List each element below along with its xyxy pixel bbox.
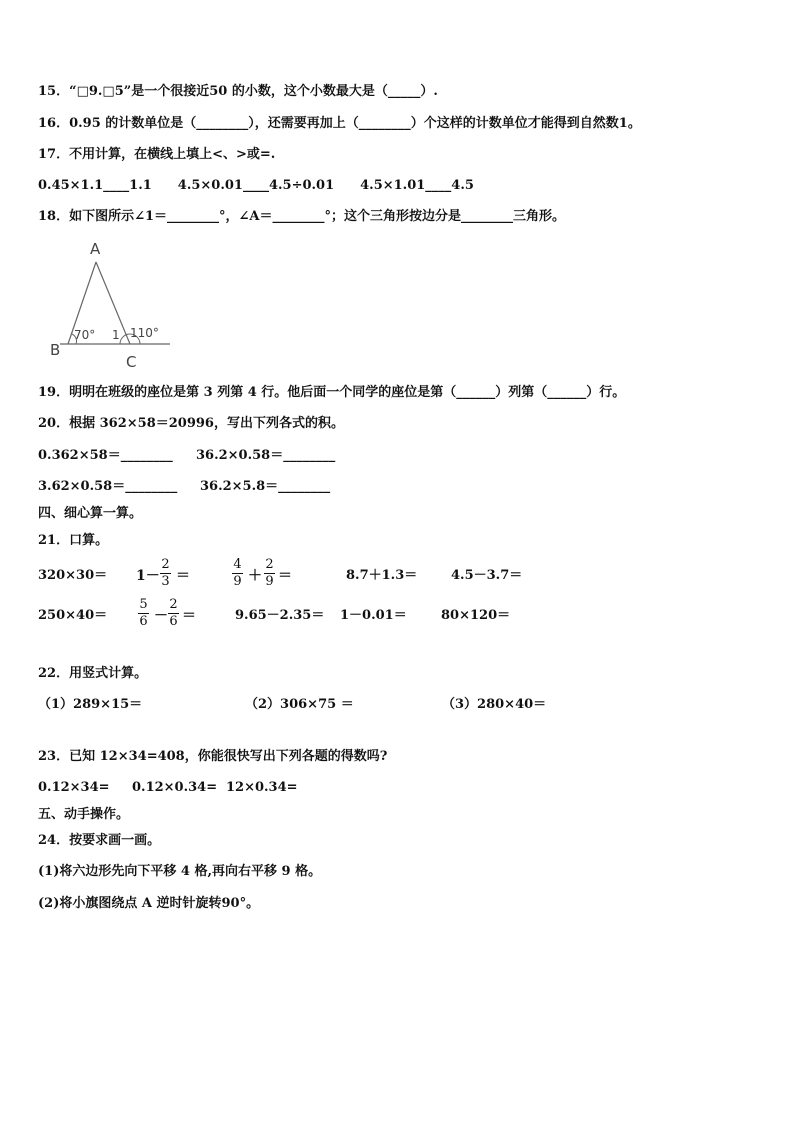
- question-17: 17．不用计算，在横线上填上<、>或=.: [38, 147, 276, 162]
- q21-r2-b-op: －: [154, 608, 168, 624]
- q23-item-1: 0.12×34=: [38, 780, 110, 795]
- denominator: 9: [233, 574, 242, 589]
- question-20: 20．根据 362×58＝20996，写出下列各式的积。: [38, 416, 344, 431]
- section-4-heading: 四、细心算一算。: [38, 506, 143, 521]
- label-angle-1: 1: [112, 328, 120, 342]
- question-23: 23．已知 12×34=408，你能很快写出下列各题的得数吗?: [38, 749, 388, 764]
- question-16: 16．0.95 的计数单位是（________），还需要再加上（________）个这样的计数单位才能得到自然数1。: [38, 116, 641, 131]
- label-c: C: [126, 353, 137, 371]
- q20-item-2: 36.2×0.58＝________: [196, 448, 336, 463]
- q20-item-4: 36.2×5.8＝________: [200, 479, 331, 494]
- q21-r1-c-fraction-1: [232, 558, 243, 589]
- denominator: 3: [161, 574, 170, 589]
- q22-item-1: （1）289×15＝: [38, 697, 143, 712]
- q24-instruction-2: (2)将小旗图绕点 A 逆时针旋转90°。: [38, 896, 260, 911]
- q20-item-3: 3.62×0.58＝________: [38, 479, 178, 494]
- numerator: 4: [233, 557, 242, 572]
- numerator: 2: [169, 597, 178, 612]
- q22-item-2: （2）306×75 ＝: [245, 697, 354, 712]
- q21-r2-e: 80×120＝: [441, 608, 511, 623]
- q21-r2-d: 1－0.01＝: [340, 608, 407, 623]
- question-18: 18．如下图所示∠1＝________°，∠A＝________°；这个三角形按边分是________三角形。: [38, 209, 566, 224]
- question-22: 22．用竖式计算。: [38, 666, 148, 681]
- section-5-heading: 五、动手操作。: [38, 807, 130, 822]
- numerator: 2: [265, 557, 274, 572]
- q21-r2-b-fraction-2: [168, 598, 179, 629]
- denominator: 6: [169, 614, 178, 629]
- q21-r1-e: 4.5－3.7＝: [451, 568, 523, 583]
- question-17-comparisons: 0.45×1.1____1.1 4.5×0.01____4.5÷0.01 4.5×1.01____4.5: [38, 178, 474, 193]
- q21-r2-a: 250×40＝: [38, 608, 108, 623]
- q21-r1-b-pre: 1－: [136, 568, 160, 584]
- q21-r2-b-fraction-1: [138, 598, 149, 629]
- numerator: 2: [161, 557, 170, 572]
- label-angle-b: 70°: [74, 328, 96, 342]
- q21-r1-a: 320×30＝: [38, 568, 108, 583]
- q21-r2-c: 9.65－2.35＝: [235, 608, 325, 623]
- q21-r1-c-op: ＋: [248, 568, 262, 584]
- q20-item-1: 0.362×58＝________: [38, 448, 173, 463]
- q21-r1-d: 8.7＋1.3＝: [346, 568, 418, 583]
- q21-r2-b-post: ＝: [182, 608, 196, 624]
- question-21: 21．口算。: [38, 533, 109, 548]
- q21-r1-c-fraction-2: [264, 558, 275, 589]
- question-24: 24．按要求画一画。: [38, 833, 161, 848]
- numerator: 5: [139, 597, 148, 612]
- q23-item-3: 12×0.34=: [226, 780, 298, 795]
- q21-r1-b-post: ＝: [176, 568, 190, 584]
- denominator: 6: [139, 614, 148, 629]
- q22-item-3: （3）280×40＝: [442, 697, 547, 712]
- triangle-figure: [46, 236, 176, 372]
- denominator: 9: [265, 574, 274, 589]
- q21-r1-b-fraction: [160, 558, 171, 589]
- label-b: B: [50, 341, 61, 359]
- question-19: 19．明明在班级的座位是第 3 列第 4 行。他后面一个同学的座位是第（______）列第（______）行。: [38, 385, 626, 400]
- q21-r1-c-post: ＝: [278, 568, 292, 584]
- q24-instruction-1: (1)将六边形先向下平移 4 格,再向右平移 9 格。: [38, 864, 322, 879]
- q23-item-2: 0.12×0.34=: [132, 780, 218, 795]
- label-a: A: [90, 240, 101, 258]
- label-angle-ext: 110°: [130, 326, 159, 340]
- question-15: 15．“□9.□5”是一个很接近50 的小数，这个小数最大是（_____）.: [38, 84, 438, 99]
